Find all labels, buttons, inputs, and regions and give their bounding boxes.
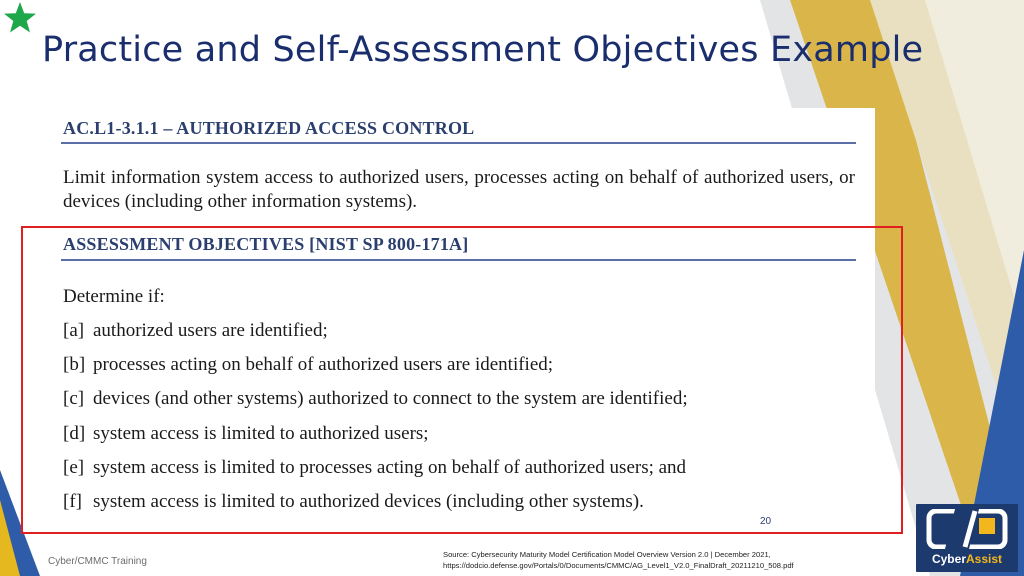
source-url: https://dodcio.defense.gov/Portals/0/Documents/CMMC/AG_Level1_V2.0_FinalDraft_20211210_508.pdf [443,561,794,570]
objective-marker: [f] [63,490,82,512]
cyberassist-logo [916,504,1018,572]
footer-label: Cyber/CMMC Training [48,556,147,567]
objective-marker: [c] [63,388,85,410]
objective-marker: [b] [63,354,86,376]
objective-marker: [e] [63,456,85,478]
objective-marker: [a] [63,320,85,341]
objectives-heading: ASSESSMENT OBJECTIVES [NIST SP 800-171A] [63,234,469,254]
page-number: 20 [760,516,772,527]
heading-rule [61,142,856,144]
objective-text: authorized users are identified; [93,320,328,341]
objectives-highlight-box [21,226,903,534]
objective-text: processes acting on behalf of authorized users are identified; [93,354,554,376]
source-line-1: Source: Cybersecurity Maturity Model Certification Model Overview Version 2.0 | December 2021, [443,550,771,559]
logo-wordmark [916,552,1018,566]
practice-text: Limit information system access to authorized users, processes acting on behalf of authorized users, or devices (including other information systems). [63,167,855,212]
objective-text: devices (and other systems) authorized to connect to the system are identified; [93,388,688,410]
cyberassist-logo-icon [925,509,1009,549]
slide-title: Practice and Self-Assessment Objectives Example [42,30,924,70]
objective-text: system access is limited to authorized devices (including other systems). [93,490,644,512]
logo-text-cyber: Cyber [931,552,966,566]
logo-text-assist: Assist [965,552,1003,566]
objective-marker: [d] [63,422,86,444]
objective-text: system access is limited to processes acting on behalf of authorized users; and [93,456,687,478]
objectives-intro: Determine if: [63,286,165,307]
star-icon [2,0,38,36]
practice-heading: AC.L1-3.1.1 – AUTHORIZED ACCESS CONTROL [63,118,475,138]
source-citation [443,549,794,571]
objective-text: system access is limited to authorized users; [93,422,429,444]
